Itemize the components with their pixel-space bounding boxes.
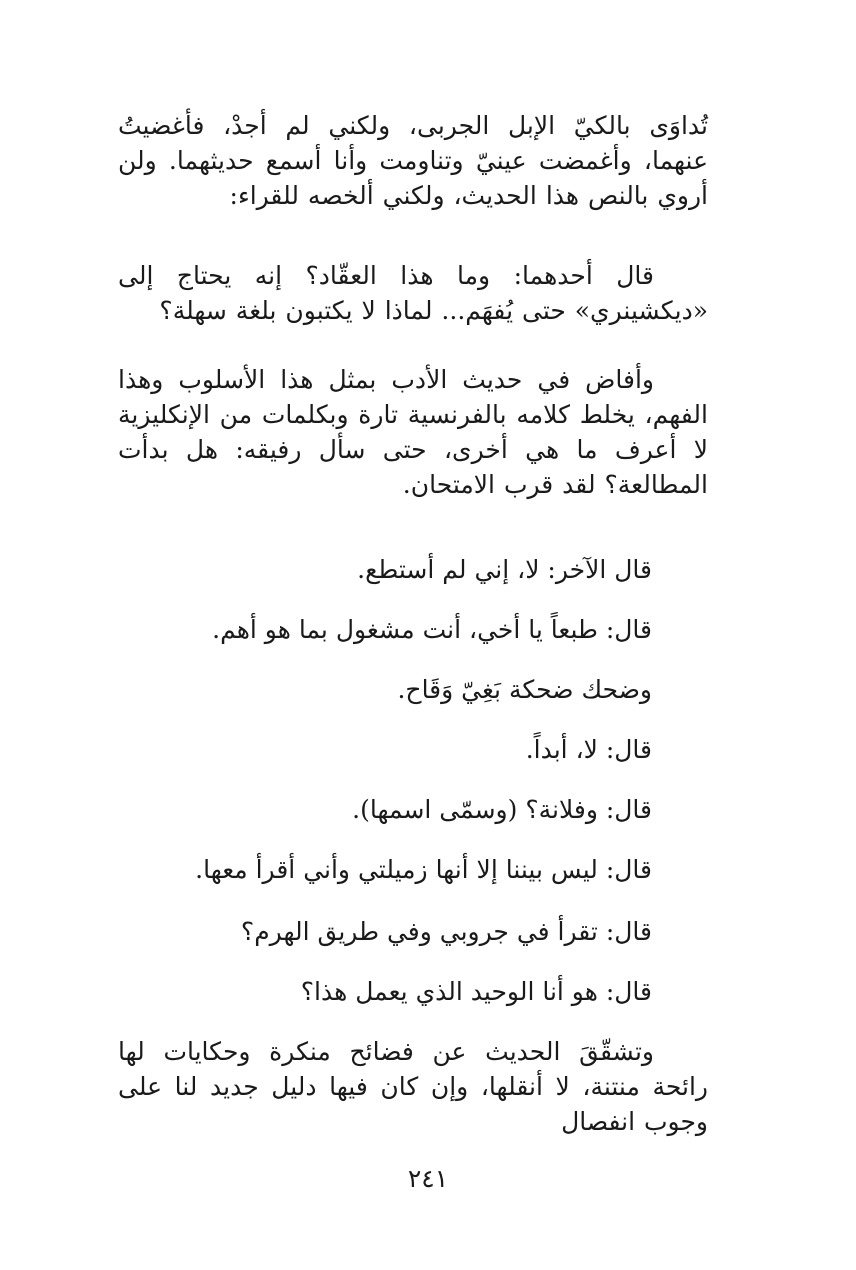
paragraph-first-speaker: قال أحدهما: وما هذا العقّاد؟ إنه يحتاج إلى «ديكشينري» حتى يُفهَم... لماذا لا يكتبون بلغة سهلة؟	[118, 261, 708, 325]
paragraph-opening: تُداوَى بالكيّ الإبل الجربى، ولكني لم أجدْ، فأغضيتُ عنهما، وأغمضت عينيّ وتناومت وأنا أسمع حديثهما. ولن أروي بالنص هذا الحديث، ولكني ألخصه للقراء:	[118, 111, 708, 210]
dialog-line: قال: وفلانة؟ (وسمّى اسمها).	[352, 795, 652, 824]
page-number: ٢٤١	[407, 1164, 449, 1193]
dialog-line: قال: تقرأ في جروبي وفي طريق الهرم؟	[240, 917, 652, 946]
paragraph-closing: وتشقّقَ الحديث عن فضائح منكرة وحكايات لها رائحة منتنة، لا أنقلها، وإن كان فيها دليل جديد لنا على وجوب انفصال	[118, 1037, 708, 1136]
dialog-line: قال الآخر: لا، إني لم أستطع.	[357, 555, 652, 584]
dialog-line: وضحك ضحكة بَغِيّ وَقَاح.	[397, 675, 652, 704]
dialog-line: قال: طبعاً يا أخي، أنت مشغول بما هو أهم.	[212, 615, 652, 644]
dialog-line: قال: هو أنا الوحيد الذي يعمل هذا؟	[300, 977, 652, 1006]
dialog-line: قال: ليس بيننا إلا أنها زميلتي وأني أقرأ معها.	[195, 855, 652, 884]
paragraph-narration: وأفاض في حديث الأدب بمثل هذا الأسلوب وهذا الفهم، يخلط كلامه بالفرنسية تارة وبكلمات من الإنكليزية لا أعرف ما هي أخرى، حتى سأل رفيقه: هل بدأت المطالعة؟ لقد قرب الامتحان.	[118, 365, 708, 499]
dialog-line: قال: لا، أبداً.	[525, 735, 652, 764]
